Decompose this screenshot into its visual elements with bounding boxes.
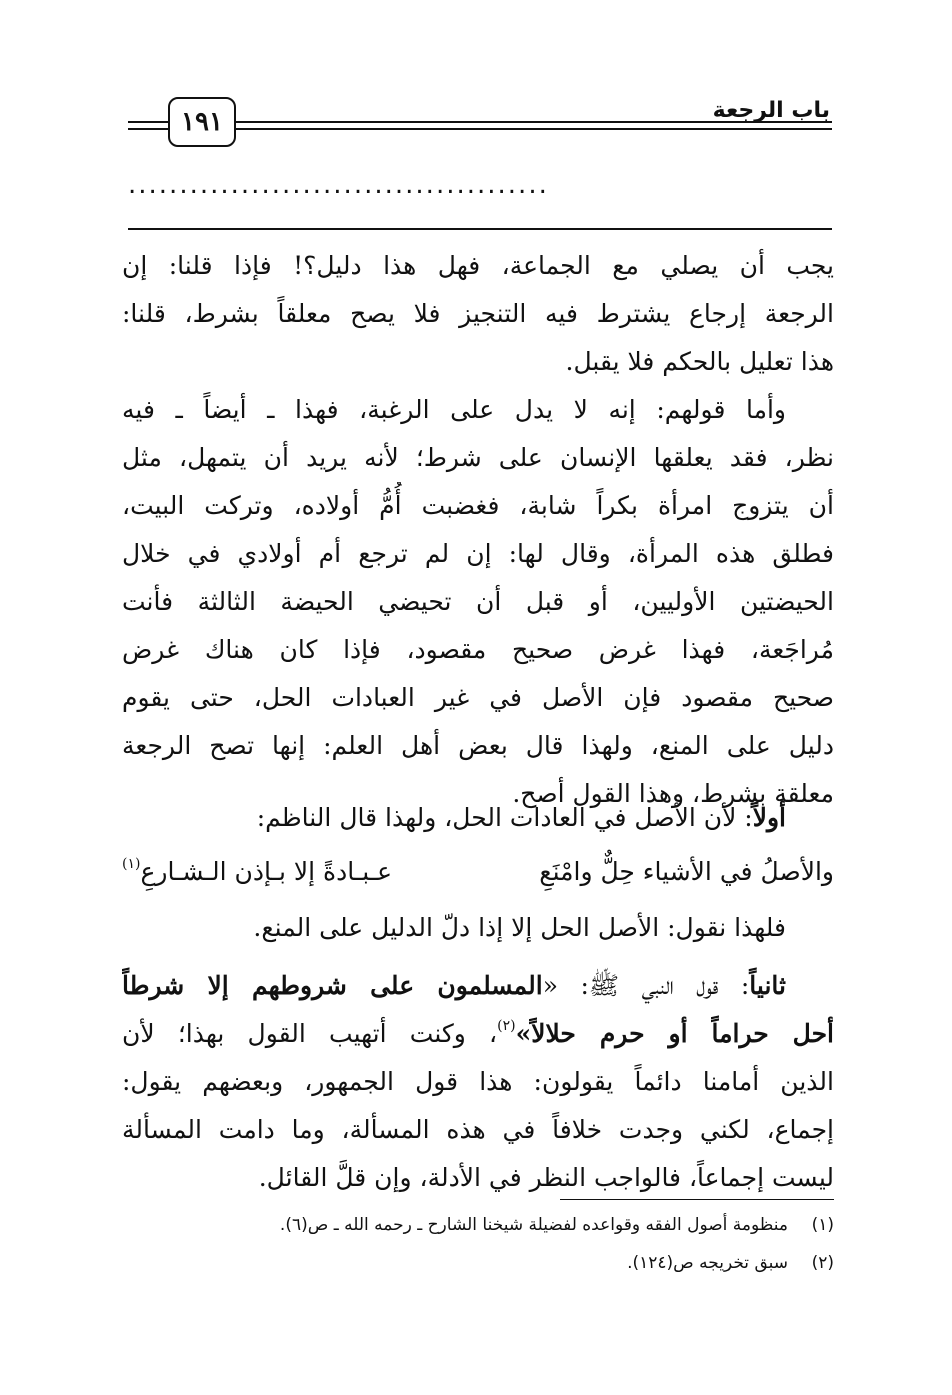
text-line: ليست إجماعاً، فالواجب النظر في الأدلة، وإن قلَّ القائل. bbox=[258, 1163, 834, 1192]
hadith-text: أحل حراماً أو حرم حلالاً bbox=[531, 1019, 834, 1048]
footnote-ref-2[interactable]: (٢) bbox=[497, 1018, 516, 1034]
text-line: أحل حراماً أو حرم حلالاً»$^{(٢)}$، وكنت أتهيب القول بهذا؛ لأن bbox=[122, 1018, 834, 1048]
text-line: يجب أن يصلي مع الجماعة، فهل هذا دليل؟! فإذا قلنا: إن bbox=[122, 251, 834, 280]
text-line: فلهذا نقول: الأصل الحل إلا إذا دلّ الدليل على المنع. bbox=[253, 913, 786, 942]
text-line: نظر، فقد يعلقها الإنسان على شرط؛ لأنه يريد أن يتمهل، مثل bbox=[122, 443, 834, 472]
paragraph-continuation bbox=[122, 242, 834, 386]
text-line: معلقة بشرط، وهذا القول أصح. bbox=[512, 779, 834, 808]
paragraph-conditional-return bbox=[122, 386, 834, 818]
text-line bbox=[122, 794, 834, 842]
footnote-number: (١) bbox=[811, 1215, 834, 1235]
second-point bbox=[122, 962, 834, 1202]
text-line: دليل على المنع، ولهذا قال بعض أهل العلم: إنها تصح الرجعة bbox=[122, 731, 834, 760]
text-line: الذين أمامنا دائماً يقولون: هذا قول الجمهور، وبعضهم يقول: bbox=[122, 1067, 834, 1096]
verse bbox=[122, 848, 834, 896]
verse-second-hemistich: عـبـادةً إلا بـإذن الـشـارعِ$^{(١)}$ bbox=[122, 856, 392, 886]
text-line: الحيضتين الأوليين، أو قبل أن تحيضي الحيضة الثالثة فأنت bbox=[122, 587, 834, 616]
header-rule-top-left bbox=[128, 121, 168, 123]
first-point-label: أولاً bbox=[752, 803, 786, 832]
dotted-separator: ......................................... bbox=[128, 170, 549, 200]
text-line: ثانياً: قول النبي ﷺ: «المسلمون على شروطهم إلا شرطاً bbox=[122, 971, 786, 1000]
page-number: ١٩١ bbox=[168, 97, 236, 147]
text-line: صحيح مقصود فإن الأصل في غير العبادات الحل، حتى يقوم bbox=[122, 683, 834, 712]
text-line: هذا تعليل بالحكم فلا يقبل. bbox=[565, 347, 834, 376]
footnote-separator bbox=[560, 1199, 834, 1200]
footnote-number: (٢) bbox=[811, 1253, 834, 1273]
text-line: فطلق هذه المرأة، وقال لها: إن لم ترجع أم أولادي في خلال bbox=[122, 539, 834, 568]
first-point bbox=[122, 794, 834, 842]
text-line: مُراجَعة، فهذا غرض صحيح مقصود، فإذا كان هناك غرض bbox=[122, 635, 834, 664]
after-verse bbox=[122, 904, 834, 952]
footnote-1 bbox=[122, 1208, 834, 1242]
header-rule-bottom-left bbox=[128, 128, 168, 130]
footnote-2 bbox=[122, 1246, 834, 1280]
text-line: وأما قولهم: إنه لا يدل على الرغبة، فهذا ـ أيضاً ـ فيه bbox=[122, 395, 786, 424]
header-separator bbox=[128, 228, 832, 230]
hadith-text: المسلمون على شروطهم إلا شرطاً bbox=[122, 971, 543, 1000]
chapter-title: باب الرجعة bbox=[712, 98, 830, 123]
text-line: أن يتزوج امرأة بكراً شابة، فغضبت أُمُّ أولاده، وتركت البيت، bbox=[122, 491, 834, 520]
text-line: الرجعة إرجاع يشترط فيه التنجيز فلا يصح معلقاً بشرط، قلنا: bbox=[122, 299, 834, 328]
footnote-text: سبق تخريجه ص(١٢٤). bbox=[627, 1253, 788, 1273]
first-point-text: : لأن الأصل في العادات الحل، ولهذا قال الناظم: bbox=[256, 803, 753, 832]
verse-first-hemistich: والأصلُ في الأشياء حِلٌّ وامْنَعِ bbox=[539, 857, 834, 886]
header-rule-bottom-right bbox=[234, 128, 832, 130]
second-point-label: ثانياً bbox=[749, 971, 786, 1000]
footnote-text: منظومة أصول الفقه وقواعده لفضيلة شيخنا الشارح ـ رحمه الله ـ ص(٦). bbox=[279, 1215, 788, 1235]
text-line: إجماع، لكني وجدت خلافاً في هذه المسألة، وما دامت المسألة bbox=[122, 1115, 834, 1144]
footnote-ref-1[interactable]: (١) bbox=[122, 856, 141, 872]
